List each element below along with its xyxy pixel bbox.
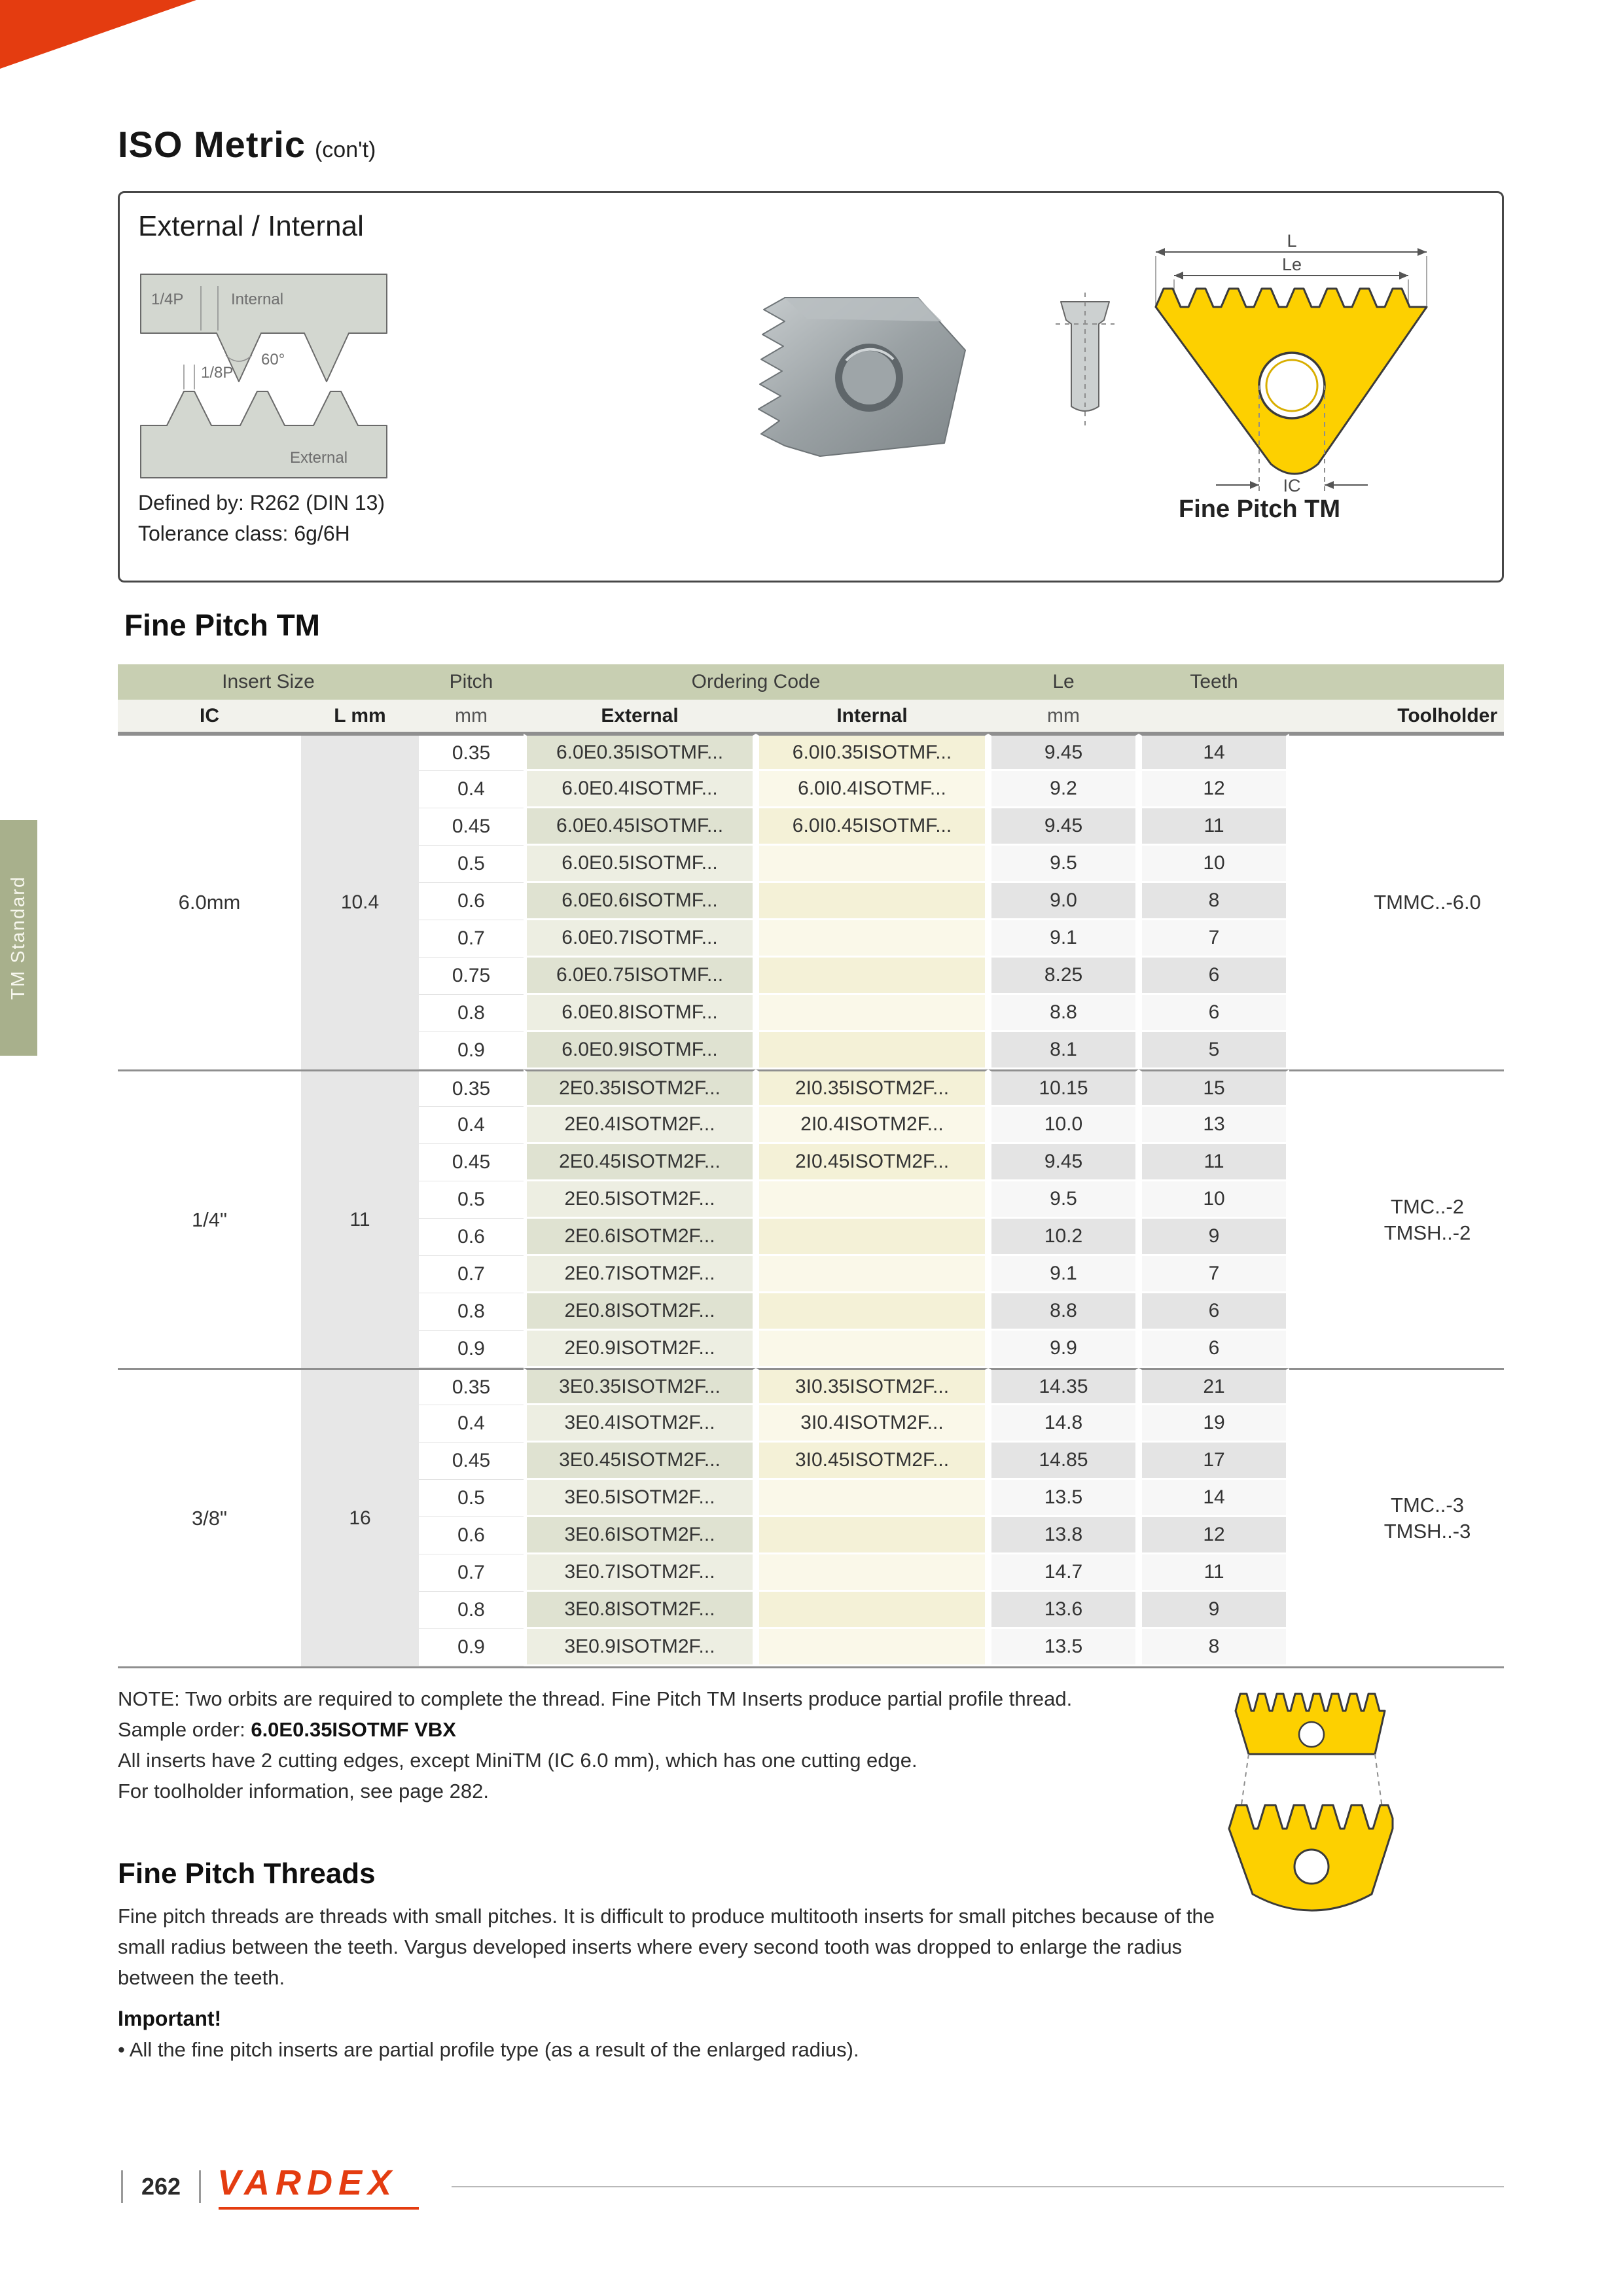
insert-hole-inner (842, 351, 896, 404)
header-le-mm: mm (988, 700, 1139, 734)
teeth-cell: 6 (1139, 1331, 1289, 1368)
internal-code-cell: 6.0I0.45ISOTMF... (756, 808, 988, 846)
le-cell: 13.8 (988, 1517, 1139, 1554)
le-cell: 9.2 (988, 771, 1139, 808)
teeth-cell: 9 (1139, 1219, 1289, 1256)
header-pitch: Pitch (419, 664, 524, 700)
le-cell: 9.45 (988, 734, 1139, 771)
le-cell: 9.1 (988, 920, 1139, 958)
external-code-cell: 6.0E0.5ISOTMF... (524, 846, 756, 883)
pitch-cell: 0.7 (419, 1256, 524, 1293)
pitch-cell: 0.5 (419, 846, 524, 883)
insert-size-ic-cell: 6.0mm (118, 734, 301, 1069)
le-cell: 14.35 (988, 1368, 1139, 1405)
internal-code-cell (756, 920, 988, 958)
pitch-cell: 0.35 (419, 1368, 524, 1405)
insert-bevel-shape (785, 298, 942, 321)
insert-size-l-cell: 16 (301, 1368, 419, 1666)
external-code-cell: 3E0.5ISOTM2F... (524, 1480, 756, 1517)
le-cell: 9.45 (988, 808, 1139, 846)
footer-rule (452, 2186, 1504, 2187)
external-code-cell: 6.0E0.9ISOTMF... (524, 1032, 756, 1069)
pitch-cell: 0.45 (419, 808, 524, 846)
pitch-cell: 0.6 (419, 1517, 524, 1554)
internal-code-cell (756, 1256, 988, 1293)
le-cell: 14.8 (988, 1405, 1139, 1443)
pitch-cell: 0.7 (419, 920, 524, 958)
internal-code-cell: 6.0I0.4ISOTMF... (756, 771, 988, 808)
toolholder-label: TMMC..-6.0 (1374, 891, 1481, 914)
top-insert-hole (1299, 1722, 1324, 1747)
le-cell: 13.6 (988, 1592, 1139, 1629)
internal-code-cell (756, 1331, 988, 1368)
internal-code-cell (756, 958, 988, 995)
internal-code-cell (756, 1480, 988, 1517)
pitch-cell: 0.35 (419, 1069, 524, 1107)
header-teeth-spacer (1139, 700, 1289, 734)
defined-by-text: Defined by: R262 (DIN 13) (138, 491, 385, 514)
internal-code-cell: 2I0.4ISOTM2F... (756, 1107, 988, 1144)
corner-accent-shape (0, 0, 196, 69)
external-code-cell: 2E0.4ISOTM2F... (524, 1107, 756, 1144)
toolholder-cell (1289, 1069, 1504, 1368)
header-teeth: Teeth (1139, 664, 1289, 700)
internal-code-cell: 3I0.4ISOTM2F... (756, 1405, 988, 1443)
internal-code-cell (756, 1293, 988, 1331)
external-code-cell: 6.0E0.7ISOTMF... (524, 920, 756, 958)
external-code-cell: 3E0.45ISOTM2F... (524, 1443, 756, 1480)
le-cell: 13.5 (988, 1480, 1139, 1517)
header-l-mm: L mm (301, 700, 419, 734)
profile-box (118, 191, 1504, 583)
note-line-3: For toolholder information, see page 282. (118, 1780, 489, 1803)
header-toolholder: Toolholder (1289, 700, 1504, 734)
page-number: 262 (121, 2170, 201, 2203)
toolholder-cell (1289, 734, 1504, 1069)
table-subheader-row (118, 700, 1504, 734)
toolholder-label: TMC..-3 (1391, 1493, 1464, 1516)
insert-size-l-cell: 10.4 (301, 734, 419, 1069)
external-code-cell: 3E0.6ISOTM2F... (524, 1517, 756, 1554)
insert-size-ic-cell: 1/4" (118, 1069, 301, 1368)
teeth-cell: 12 (1139, 1517, 1289, 1554)
teeth-cell: 8 (1139, 883, 1289, 920)
label-dim-le: Le (1281, 255, 1302, 274)
teeth-cell: 11 (1139, 1554, 1289, 1592)
teeth-cell: 8 (1139, 1629, 1289, 1666)
tolerance-text: Tolerance class: 6g/6H (138, 522, 350, 545)
external-code-cell: 6.0E0.8ISOTMF... (524, 995, 756, 1032)
pitch-cell: 0.5 (419, 1181, 524, 1219)
teeth-cell: 6 (1139, 1293, 1289, 1331)
external-code-cell: 6.0E0.45ISOTMF... (524, 808, 756, 846)
le-cell: 9.45 (988, 1144, 1139, 1181)
pitch-cell: 0.45 (419, 1144, 524, 1181)
internal-code-cell: 3I0.45ISOTM2F... (756, 1443, 988, 1480)
teeth-cell: 5 (1139, 1032, 1289, 1069)
teeth-cell: 11 (1139, 1144, 1289, 1181)
pitch-comparison-illustration (1216, 1670, 1406, 1932)
toolholder-cell (1289, 1368, 1504, 1666)
le-cell: 9.5 (988, 1181, 1139, 1219)
internal-code-cell (756, 1032, 988, 1069)
pitch-cell: 0.4 (419, 771, 524, 808)
toolholder-label: TMSH..-2 (1383, 1221, 1471, 1244)
teeth-cell: 6 (1139, 958, 1289, 995)
internal-code-cell (756, 995, 988, 1032)
brand-underline (219, 2207, 419, 2210)
external-code-cell: 3E0.35ISOTM2F... (524, 1368, 756, 1405)
pitch-cell: 0.8 (419, 1293, 524, 1331)
teeth-cell: 13 (1139, 1107, 1289, 1144)
profile-box-title: External / Internal (138, 210, 364, 242)
le-cell: 8.1 (988, 1032, 1139, 1069)
important-item: • All the fine pitch inserts are partial profile type (as a result of the enlarged radius). (118, 2038, 859, 2061)
internal-code-cell (756, 1554, 988, 1592)
pitch-cell: 0.9 (419, 1629, 524, 1666)
bottom-insert-hole (1294, 1850, 1329, 1884)
header-external: External (524, 700, 756, 734)
le-cell: 8.25 (988, 958, 1139, 995)
teeth-cell: 21 (1139, 1368, 1289, 1405)
pitch-cell: 0.6 (419, 1219, 524, 1256)
teeth-cell: 10 (1139, 1181, 1289, 1219)
external-code-cell: 3E0.9ISOTM2F... (524, 1629, 756, 1666)
section-heading: Fine Pitch TM (124, 608, 320, 642)
le-cell: 10.0 (988, 1107, 1139, 1144)
important-label: Important! (118, 2007, 222, 2030)
table-row (118, 1069, 1504, 1107)
teeth-cell: 9 (1139, 1592, 1289, 1629)
internal-code-cell (756, 1181, 988, 1219)
notes-block (118, 1683, 1072, 1806)
teeth-cell: 14 (1139, 1480, 1289, 1517)
pitch-cell: 0.75 (419, 958, 524, 995)
pitch-cell: 0.8 (419, 995, 524, 1032)
fine-pitch-table (118, 664, 1504, 1666)
external-code-cell: 6.0E0.6ISOTMF... (524, 883, 756, 920)
pitch-cell: 0.4 (419, 1405, 524, 1443)
insert-size-l-cell: 11 (301, 1069, 419, 1368)
insert-side-view (1036, 285, 1134, 442)
external-code-cell: 2E0.5ISOTM2F... (524, 1181, 756, 1219)
pitch-cell: 0.9 (419, 1331, 524, 1368)
label-dim-l: L (1287, 234, 1297, 251)
le-cell: 9.1 (988, 1256, 1139, 1293)
page-title-suffix: (con't) (314, 137, 376, 162)
le-cell: 8.8 (988, 995, 1139, 1032)
insert-size-ic-cell: 3/8" (118, 1368, 301, 1666)
table-row (118, 734, 1504, 771)
sample-order-label: Sample order: (118, 1718, 251, 1741)
pitch-cell: 0.7 (419, 1554, 524, 1592)
le-cell: 9.5 (988, 846, 1139, 883)
internal-code-cell (756, 846, 988, 883)
header-ordering-code: Ordering Code (524, 664, 988, 700)
header-spacer (1289, 664, 1504, 700)
pitch-cell: 0.4 (419, 1107, 524, 1144)
insert-hole (1259, 353, 1325, 418)
external-code-cell: 2E0.35ISOTM2F... (524, 1069, 756, 1107)
teeth-cell: 10 (1139, 846, 1289, 883)
external-code-cell: 2E0.45ISOTM2F... (524, 1144, 756, 1181)
le-cell: 10.2 (988, 1219, 1139, 1256)
le-cell: 14.7 (988, 1554, 1139, 1592)
teeth-cell: 6 (1139, 995, 1289, 1032)
external-code-cell: 2E0.9ISOTM2F... (524, 1331, 756, 1368)
header-internal: Internal (756, 700, 988, 734)
le-cell: 14.85 (988, 1443, 1139, 1480)
label-internal: Internal (231, 291, 284, 308)
note-line-2: All inserts have 2 cutting edges, except MiniTM (IC 6.0 mm), which has one cutting edge. (118, 1749, 918, 1772)
pitch-cell: 0.6 (419, 883, 524, 920)
note-line-sample (118, 1714, 1072, 1745)
external-code-cell: 3E0.7ISOTM2F... (524, 1554, 756, 1592)
insert-caption: Fine Pitch TM (1179, 495, 1340, 523)
label-angle: 60° (261, 351, 285, 368)
sample-order-value: 6.0E0.35ISOTMF VBX (251, 1718, 456, 1741)
insert-dimension-diagram (1137, 234, 1445, 515)
header-le: Le (988, 664, 1139, 700)
teeth-cell: 15 (1139, 1069, 1289, 1107)
external-code-cell: 2E0.8ISOTM2F... (524, 1293, 756, 1331)
internal-code-cell (756, 883, 988, 920)
le-cell: 9.0 (988, 883, 1139, 920)
pitch-cell: 0.8 (419, 1592, 524, 1629)
pitch-cell: 0.45 (419, 1443, 524, 1480)
le-cell: 13.5 (988, 1629, 1139, 1666)
toolholder-label: TMSH..-3 (1383, 1519, 1471, 1543)
internal-code-cell (756, 1517, 988, 1554)
sidebar-tab-label: TM Standard (8, 876, 29, 1000)
external-code-cell: 2E0.6ISOTM2F... (524, 1219, 756, 1256)
external-code-cell: 6.0E0.75ISOTMF... (524, 958, 756, 995)
insert-photo (722, 272, 1010, 475)
header-ic: IC (118, 700, 301, 734)
internal-code-cell (756, 1219, 988, 1256)
pitch-cell: 0.5 (419, 1480, 524, 1517)
internal-code-cell: 2I0.35ISOTM2F... (756, 1069, 988, 1107)
sidebar-tab-tm-standard (0, 820, 37, 1056)
le-cell: 8.8 (988, 1293, 1139, 1331)
internal-code-cell: 2I0.45ISOTM2F... (756, 1144, 988, 1181)
label-eighth-p: 1/8P (201, 364, 234, 382)
table-bottom-rule (118, 1666, 1504, 1668)
label-quarter-p: 1/4P (151, 291, 184, 308)
threads-heading: Fine Pitch Threads (118, 1857, 376, 1890)
table-row (118, 1368, 1504, 1405)
pitch-cell: 0.35 (419, 734, 524, 771)
external-code-cell: 6.0E0.35ISOTMF... (524, 734, 756, 771)
teeth-cell: 19 (1139, 1405, 1289, 1443)
external-code-cell: 3E0.4ISOTM2F... (524, 1405, 756, 1443)
header-pitch-mm: mm (419, 700, 524, 734)
external-code-cell: 6.0E0.4ISOTMF... (524, 771, 756, 808)
threads-body: Fine pitch threads are threads with small pitches. It is difficult to produce multitooth inserts for small pitches because of the small radius between the teeth. Vargus developed inserts where every second tooth was dropped to enlarge the radius between the teeth. (118, 1905, 1215, 1989)
le-cell: 10.15 (988, 1069, 1139, 1107)
le-cell: 9.9 (988, 1331, 1139, 1368)
toolholder-label: TMC..-2 (1391, 1194, 1464, 1218)
internal-code-cell: 3I0.35ISOTM2F... (756, 1368, 988, 1405)
page-title: ISO Metric (118, 124, 306, 165)
label-dim-ic: IC (1283, 476, 1301, 495)
teeth-cell: 12 (1139, 771, 1289, 808)
teeth-cell: 14 (1139, 734, 1289, 771)
external-code-cell: 2E0.7ISOTM2F... (524, 1256, 756, 1293)
internal-code-cell (756, 1592, 988, 1629)
header-insert-size: Insert Size (118, 664, 419, 700)
teeth-cell: 11 (1139, 808, 1289, 846)
note-line-1: NOTE: Two orbits are required to complete the thread. Fine Pitch TM Inserts produce partial profile thread. (118, 1687, 1073, 1710)
label-external: External (290, 449, 348, 467)
internal-code-cell (756, 1629, 988, 1666)
pitch-cell: 0.9 (419, 1032, 524, 1069)
teeth-cell: 7 (1139, 920, 1289, 958)
table-header-group-row (118, 664, 1504, 700)
external-code-cell: 3E0.8ISOTM2F... (524, 1592, 756, 1629)
brand-logo: VARDEX (217, 2163, 398, 2202)
internal-code-cell: 6.0I0.35ISOTMF... (756, 734, 988, 771)
thread-profile-diagram (133, 266, 395, 486)
teeth-cell: 17 (1139, 1443, 1289, 1480)
page-title-row (118, 123, 376, 166)
teeth-cell: 7 (1139, 1256, 1289, 1293)
